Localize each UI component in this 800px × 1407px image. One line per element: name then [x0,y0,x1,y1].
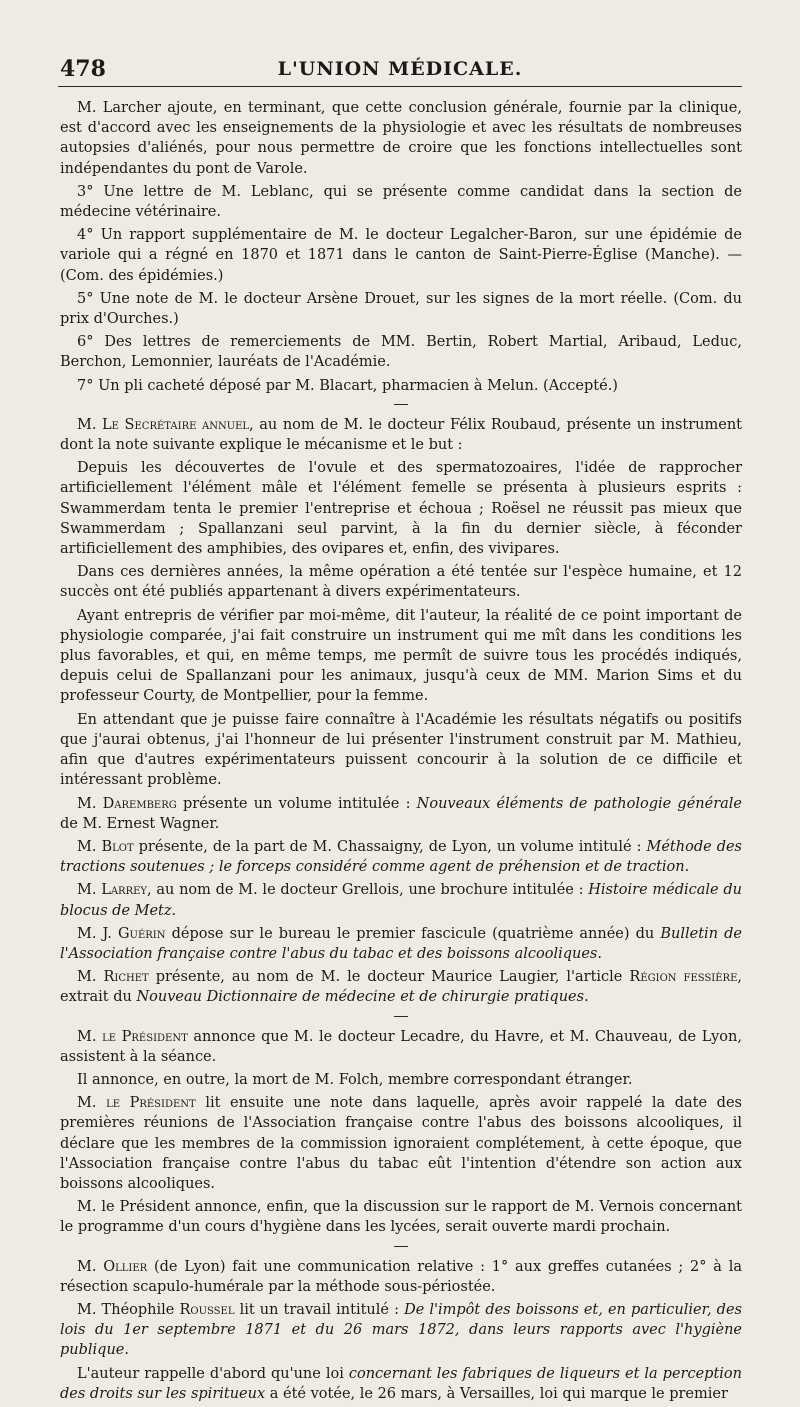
paragraph: M. Larrey, au nom de M. le docteur Grellois, une brochure intitulée : Histoire médicale du blocus de Metz. [60,882,742,919]
running-header [58,52,742,87]
paragraph: M. Daremberg présente un volume intitulée : Nouveaux éléments de pathologie générale de M. Ernest Wagner. [60,795,742,832]
speaker-name: Le Secrétaire annuel [102,416,250,433]
book-title: Histoire médicale du blocus de Metz [60,882,742,919]
section-divider [60,1011,742,1023]
page-number: 478 [60,56,106,82]
book-title: Méthode des tractions soutenues ; le forceps considéré comme agent de préhension et de traction [60,838,742,876]
paragraph: En attendant que je puisse faire connaître à l'Académie les résultats négatifs ou positifs que j'aurai obtenus, j'ai l'honneur de lui présenter l'instrument construit par M. Mathieu, afin que d'autres expérimentateurs puissent concourir à la solution de ce difficile et intéressant problème. [60,711,742,789]
speaker-name: Guérin [117,925,166,942]
speaker-name: Ollier [103,1258,148,1275]
speaker-name: le Président [102,1028,188,1045]
paragraph: M. le Président annonce, enfin, que la discussion sur le rapport de M. Vernois concernant le programme d'un cours d'hygiène dans les lycées, serait ouverte mardi prochain. [60,1199,742,1236]
paragraph: M. Théophile Roussel lit un travail intitulé : De l'impôt des boissons et, en particulier, des lois du 1er septembre 1871 et du 26 mars 1872, dans leurs rapports avec l'hygiène publique. [60,1301,742,1359]
paragraph: M. Blot présente, de la part de M. Chassaigny, de Lyon, un volume intitulé : Méthode des tractions soutenues ; le forceps considéré comme agent de préhension et de traction. [60,838,742,876]
speaker-name: Richet [103,969,149,986]
paragraph: M. Ollier (de Lyon) fait une communication relative : 1° aux greffes cutanées ; 2° à la résection scapulo-humérale par la méthode sous-périostée. [60,1258,742,1295]
speaker-name: le Président [106,1095,196,1112]
article-body [60,98,742,1407]
article-title: Région fessière [629,969,738,986]
section-divider [60,399,742,411]
paragraph: Dans ces dernières années, la même opération a été tentée sur l'espèce humaine, et 12 succès ont été publiés appartenant à divers expérimentateurs. [60,564,742,601]
law-title: concernant les fabriques de liqueurs et la perception des droits sur les spiritueux [60,1365,742,1402]
book-title: De l'impôt des boissons et, en particulier, des lois du 1er septembre 1871 et du 26 mars 1872, dans leurs rapports avec l'hygiène publique [60,1301,742,1359]
paragraph: L'auteur rappelle d'abord qu'une loi concernant les fabriques de liqueurs et la perception des droits sur les spiritueux a été votée, le 26 mars, à Versailles, loi qui marque le premier [60,1365,742,1402]
paragraph: Ayant entrepris de vérifier par moi-même, dit l'auteur, la réalité de ce point important de physiologie comparée, j'ai fait construire un instrument qui me mît dans les conditions les plus favorables, et qui, en même temps, me permît de suivre tous les procédés indiqués, depuis celui de Spallanzani pour les animaux, jusqu'à ceux de MM. Marion Sims et du professeur Courty, de Montpellier, pour la femme. [60,607,742,705]
speaker-name: Daremberg [102,795,177,812]
book-title: Nouveau Dictionnaire de médecine et de chirurgie pratiques [136,989,585,1006]
paragraph: M. le Président annonce que M. le docteur Lecadre, du Havre, et M. Chauveau, de Lyon, assistent à la séance. [60,1028,742,1065]
speaker-name: Blot [101,838,134,855]
paragraph: 7° Un pli cacheté déposé par M. Blacart, pharmacien à Melun. (Accepté.) [77,377,618,394]
paragraph: 3° Une lettre de M. Leblanc, qui se présente comme candidat dans la section de médecine vétérinaire. [60,183,742,221]
paragraph: 6° Des lettres de remerciements de MM. Bertin, Robert Martial, Aribaud, Leduc, Berchon, Lemonnier, lauréats de l'Académie. [60,334,742,371]
paragraph: M. le Président lit ensuite une note dans laquelle, après avoir rappelé la date des premières réunions de l'Association française contre l'abus des boissons alcooliques, il déclare que les membres de la commission ignoraient complétement, à cette époque, que l'Association française contre l'abus du tabac eût l'intention d'étendre son action aux boissons alcooliques. [60,1095,742,1192]
book-title: Nouveaux éléments de pathologie générale [416,795,742,812]
paragraph: M. Le Secrétaire annuel, au nom de M. le docteur Félix Roubaud, présente un instrument dont la note suivante explique le mécanisme et le but : [60,416,742,454]
speaker-name: Larrey [101,882,148,899]
paragraph: 4° Un rapport supplémentaire de M. le docteur Legalcher-Baron, sur une épidémie de variole qui a régné en 1870 et 1871 dans le canton de Saint-Pierre-Église (Manche). — (Com. des épidémies.) [60,227,742,284]
paragraph: M. Richet présente, au nom de M. le docteur Maurice Laugier, l'article Région fessière, extrait du Nouveau Dictionnaire de médecine et de chirurgie pratiques. [60,969,742,1006]
paragraph: Il annonce, en outre, la mort de M. Folch, membre correspondant étranger. [77,1071,633,1088]
speaker-name: Roussel [179,1301,235,1318]
journal-title: L'UNION MÉDICALE. [277,58,523,80]
paragraph: Depuis les découvertes de l'ovule et des spermatozoaires, l'idée de rapprocher artificiellement l'élément mâle et l'élément femelle se présenta à plusieurs esprits : Swammerdam tenta le premier l'entreprise et échoua ; Roësel ne réussit pas mieux que Swammerdam ; Spallanzani seul parvint, à la fin du dernier siècle, à féconder artificiellement des amphibies, des ovipares et, enfin, des vivipares. [60,460,742,558]
paragraph: 5° Une note de M. le docteur Arsène Drouet, sur les signes de la mort réelle. (Com. du prix d'Ourches.) [60,290,742,328]
paragraph: M. Larcher ajoute, en terminant, que cette conclusion générale, fournie par la clinique, est d'accord avec les enseignements de la physiologie et avec les résultats de nombreuses autopsies d'aliénés, pour nous permettre de croire que les fonctions intellectuelles sont indépendantes du pont de Varole. [60,100,742,177]
book-title: Bulletin de l'Association française contre l'abus du tabac et des boissons alcooliques [60,925,742,962]
section-divider [60,1241,742,1253]
paragraph: M. J. Guérin dépose sur le bureau le premier fascicule (quatrième année) du Bulletin de l'Association française contre l'abus du tabac et des boissons alcooliques. [60,925,742,962]
